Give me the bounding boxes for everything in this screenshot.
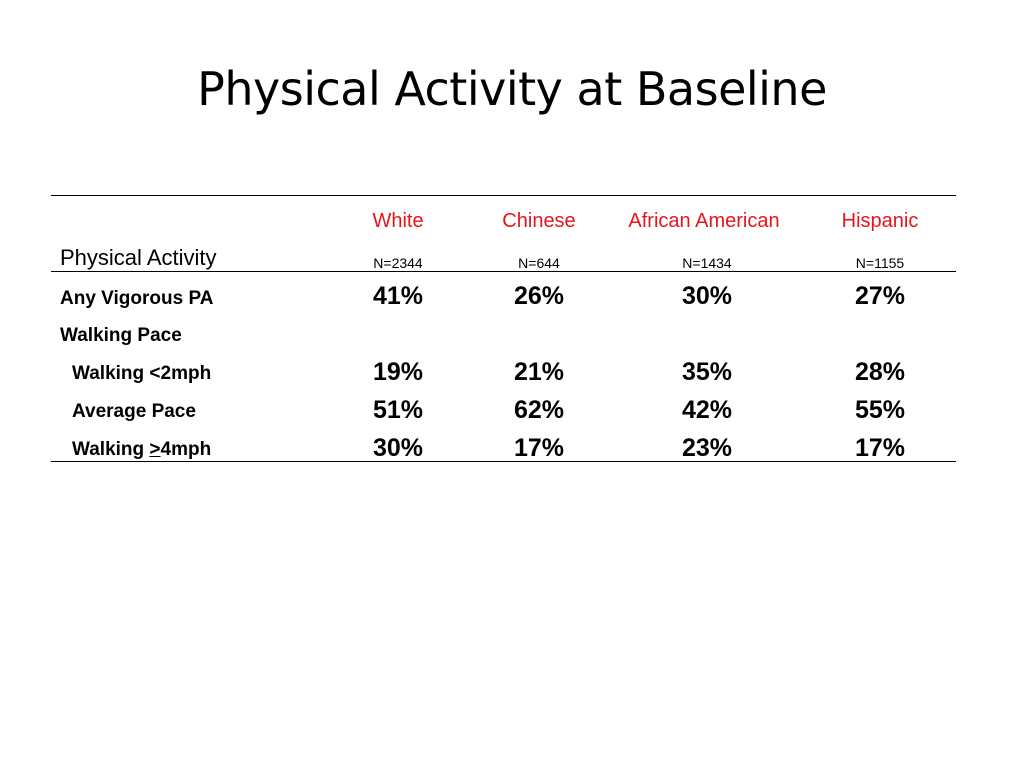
table-header-rule [51,271,956,272]
cell-any-vigorous-hispanic: 27% [854,282,906,310]
cell-walking-lt-2mph-african-american: 35% [681,358,733,386]
table-bottom-rule [51,461,956,462]
cell-average-pace-african-american: 42% [681,396,733,424]
cell-walking-ge-4mph-hispanic: 17% [854,434,906,462]
cell-average-pace-hispanic: 55% [854,396,906,424]
cell-walking-lt-2mph-hispanic: 28% [854,358,906,386]
cell-any-vigorous-african-american: 30% [681,282,733,310]
row-label-walking-ge-4mph-prefix: Walking [72,439,150,460]
group-header-chinese: Chinese [502,210,576,232]
cell-walking-lt-2mph-chinese: 21% [513,358,565,386]
row-label-average-pace: Average Pace [72,401,196,422]
row-label-walking-lt-2mph: Walking <2mph [72,363,212,384]
group-n-chinese: N=644 [518,255,560,271]
cell-walking-ge-4mph-african-american: 23% [681,434,733,462]
cell-walking-ge-4mph-white: 30% [372,434,424,462]
cell-average-pace-chinese: 62% [513,396,565,424]
cell-average-pace-white: 51% [372,396,424,424]
row-label-walking-pace: Walking Pace [60,325,182,346]
row-header-physical-activity: Physical Activity [60,245,217,270]
group-header-african-american: African American [628,210,780,232]
cell-any-vigorous-white: 41% [372,282,424,310]
group-n-african-american: N=1434 [682,255,732,271]
table-top-rule [51,195,956,196]
greater-or-equal-symbol: > [149,439,161,460]
cell-any-vigorous-chinese: 26% [513,282,565,310]
cell-walking-ge-4mph-chinese: 17% [513,434,565,462]
row-label-walking-ge-4mph [72,440,211,459]
row-label-any-vigorous-pa: Any Vigorous PA [60,288,214,309]
row-label-walking-ge-4mph-suffix: 4mph [160,439,212,460]
group-header-white: White [372,210,424,232]
slide-title: Physical Activity at Baseline [197,62,827,116]
cell-walking-lt-2mph-white: 19% [372,358,424,386]
group-n-hispanic: N=1155 [855,255,905,271]
group-n-white: N=2344 [373,255,423,271]
group-header-hispanic: Hispanic [841,210,919,232]
